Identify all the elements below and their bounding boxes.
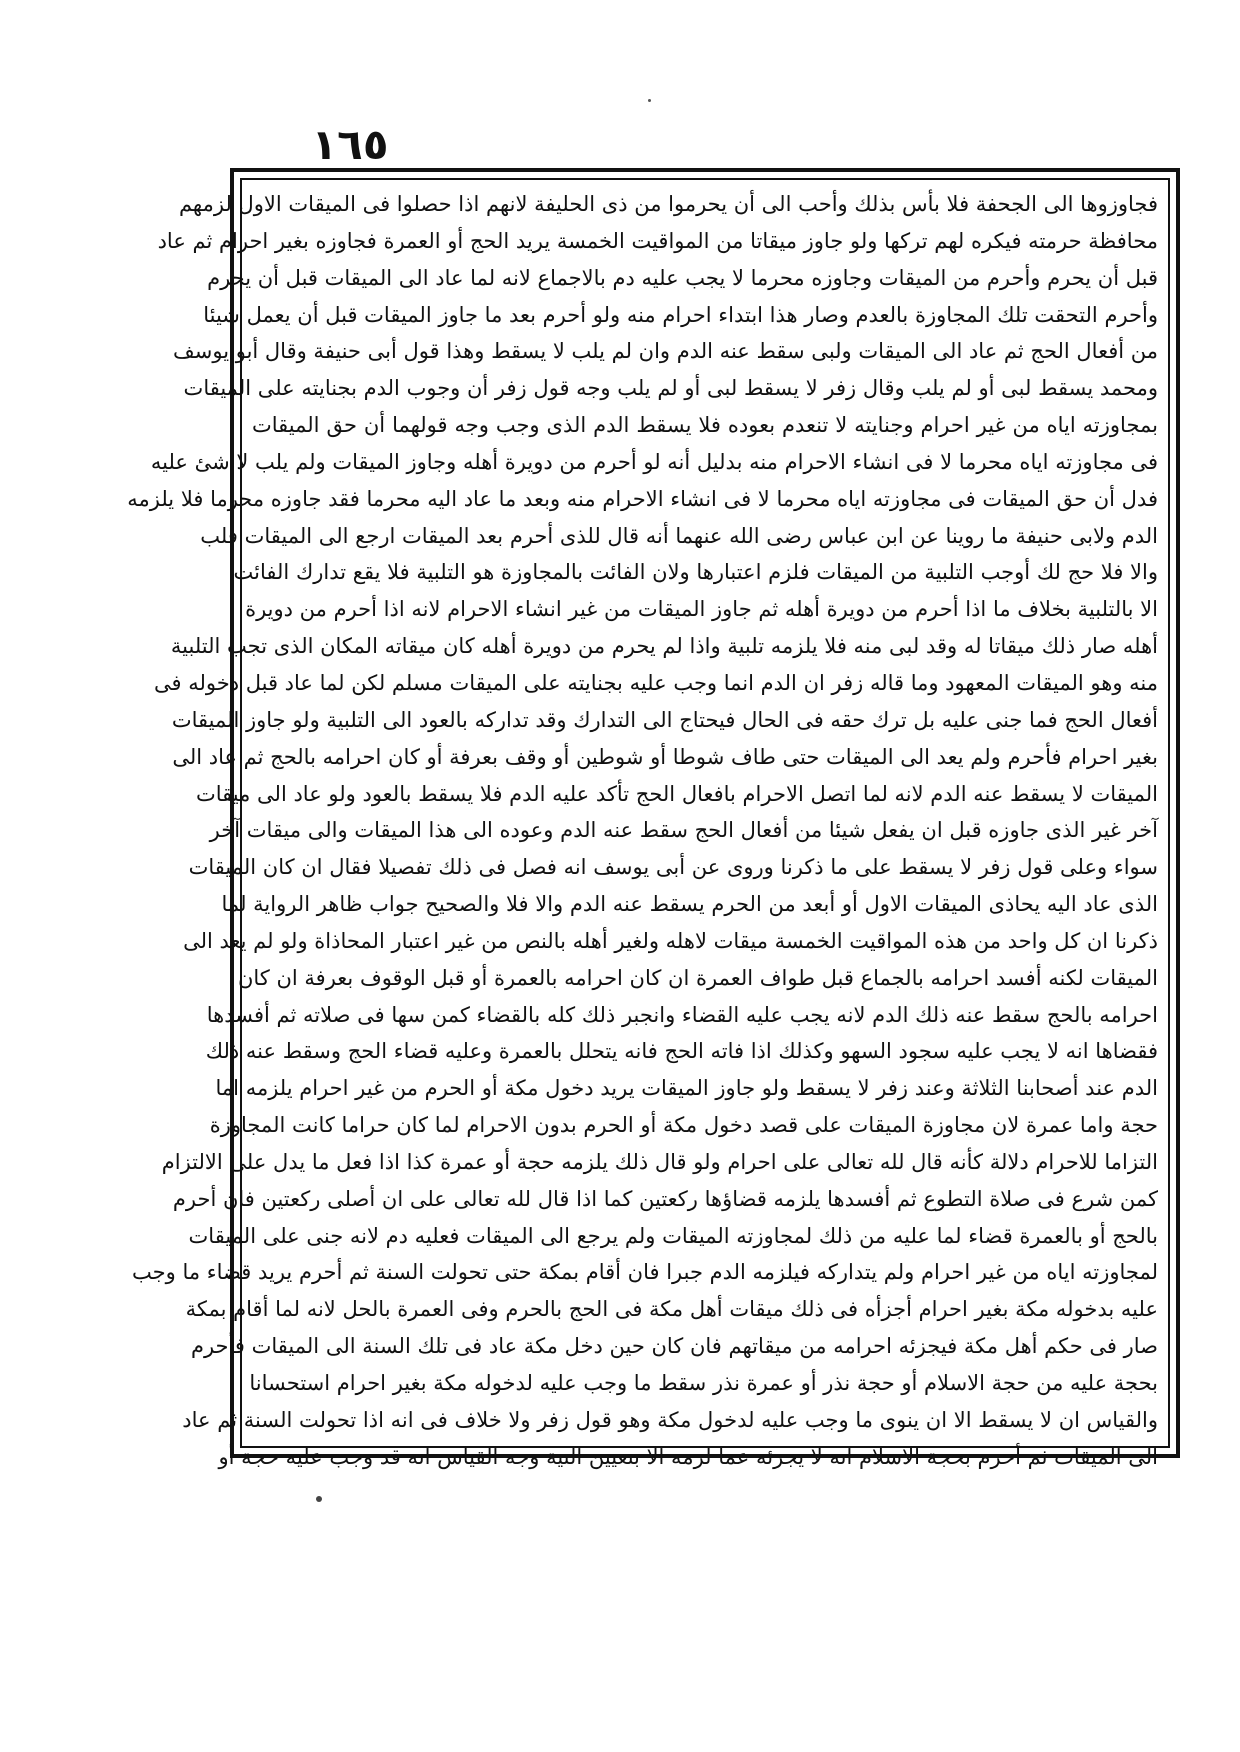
text-line: احرامه بالحج سقط عنه ذلك الدم لانه يجب عليه القضاء وانجبر ذلك كله بالقضاء كمن سها فى صلاته ثم أفسدها <box>206 1002 1158 1027</box>
text-line: لمجاوزته اياه من غير احرام ولم يتداركه فيلزمه الدم جبرا فان أقام بمكة حتى تحولت السنة ثم أحرم يريد قضاء ما وجب <box>132 1260 1158 1285</box>
text-line: وأحرم التحقت تلك المجاوزة بالعدم وصار هذا ابتداء احرام منه ولو أحرم بعد ما جاوز الميقات قبل أن يعمل شيئا <box>203 302 1158 327</box>
text-line: صار فى حكم أهل مكة فيجزئه احرامه من ميقاتهم فان كان حين دخل مكة عاد فى تلك السنة الى الميقات فأحرم <box>190 1334 1158 1359</box>
text-line: ومحمد يسقط لبى أو لم يلب وقال زفر لا يسقط لبى أو لم يلب وجه قول زفر أن وجوب الدم بجنايته على الميقات <box>183 376 1158 401</box>
text-line: حجة واما عمرة لان مجاوزة الميقات على قصد دخول مكة أو الحرم بدون الاحرام لما كان حراما كانت المجاوزة <box>209 1113 1158 1138</box>
text-line: فجاوزوها الى الجحفة فلا بأس بذلك وأحب الى أن يحرموا من ذى الحليفة لانهم اذا حصلوا فى الميقات الاول لزمهم <box>178 192 1158 216</box>
text-line: فقضاها انه لا يجب عليه سجود السهو وكذلك اذا فاته الحج فانه يتحلل بالعمرة وعليه قضاء الحج وسقط عنه ذلك <box>205 1039 1158 1064</box>
text-line: فدل أن حق الميقات فى مجاوزته اياه محرما لا فى انشاء الاحرام منه وبعد ما عاد اليه محرما فقد جاوزه محرما فلا يلزمه <box>127 486 1158 511</box>
text-line: أهله صار ذلك ميقاتا له وقد لبى منه فلا يلزمه تلبية واذا لم يحرم من دويرة أهله كان ميقاته المكان الذى تجب التلبية <box>170 634 1158 659</box>
text-line: الذى عاد اليه يحاذى الميقات الاول أو أبعد من الحرم يسقط عنه الدم والا فلا والصحيح جواب ظاهر الرواية لما <box>221 892 1158 917</box>
text-line: عليه بدخوله مكة بغير احرام أجزأه فى ذلك ميقات أهل مكة فى الحج بالحرم وفى العمرة بالحل لانه لما أقام بمكة <box>185 1297 1158 1322</box>
text-line: والقياس ان لا يسقط الا ان ينوى ما وجب عليه لدخول مكة وهو قول زفر ولا خلاف فى انه اذا تحولت السنة ثم عاد <box>182 1407 1158 1432</box>
ink-dot <box>316 1496 322 1502</box>
page-number: ١٦٥ <box>311 120 389 169</box>
text-line: بالحج أو بالعمرة قضاء لما عليه من ذلك لمجاوزته الميقات ولم يرجع الى الميقات فعليه دم لانه جنى على الميقات <box>188 1223 1158 1248</box>
text-line: ذكرنا ان كل واحد من هذه المواقيت الخمسة ميقات لاهله ولغير أهله بالنص من غير اعتبار المحاذاة ولو لم يعد الى <box>183 928 1158 953</box>
text-line: قبل أن يحرم وأحرم من الميقات وجاوزه محرما لا يجب عليه دم بالاجماع لانه لما عاد الى الميقات قبل أن يحرم <box>207 265 1158 290</box>
text-line: آخر غير الذى جاوزه قبل ان يفعل شيئا من أفعال الحج سقط عنه الدم وعوده الى هذا الميقات والى ميقات آخر <box>209 818 1158 843</box>
text-line: الدم ولابى حنيفة ما روينا عن ابن عباس رضى الله عنهما أنه قال للذى أحرم بعد الميقات ارجع الى الميقات فلب <box>200 523 1158 548</box>
body-text <box>127 186 1158 1469</box>
text-line: من أفعال الحج ثم عاد الى الميقات ولبى سقط عنه الدم وان لم يلب لا يسقط وهذا قول أبى حنيفة وقال أبو يوسف <box>173 339 1158 364</box>
text-line: التزاما للاحرام دلالة كأنه قال لله تعالى على احرام ولو قال ذلك يلزمه حجة أو عمرة كذا اذا فعل ما يدل على الالتزام <box>161 1149 1158 1174</box>
text-line: محافظة حرمته فيكره لهم تركها ولو جاوز ميقاتا من المواقيت الخمسة يريد الحج أو العمرة فجاوزه بغير احرام ثم عاد <box>157 228 1158 253</box>
text-line: الا بالتلبية بخلاف ما اذا أحرم من دويرة أهله ثم جاوز الميقات من غير انشاء الاحرام لانه اذا أحرم من دويرة <box>245 597 1158 622</box>
text-line: فى مجاوزته اياه محرما لا فى انشاء الاحرام منه بدليل أنه لو أحرم من دويرة أهله وجاوز الميقات ولم يلب لا شئ عليه <box>150 449 1158 474</box>
text-line: والا فلا حج لك أوجب التلبية من الميقات فلزم اعتبارها ولان الفائت بالمجاوزة هو التلبية فلا يقع تدارك الفائت <box>233 560 1158 585</box>
text-line: الدم عند أصحابنا الثلاثة وعند زفر لا يسقط ولو جاوز الميقات يريد دخول مكة أو الحرم من غير احرام يلزمه اما <box>215 1076 1158 1101</box>
ink-dot <box>648 99 651 102</box>
text-line: سواء وعلى قول زفر لا يسقط على ما ذكرنا وروى عن أبى يوسف انه فصل فى ذلك تفصيلا فقال ان كان الميقات <box>188 855 1158 880</box>
text-line: الى الميقات ثم أحرم بحجة الاسلام انه لا يجزئه عما لزمه الا بتعيين النية وجه القياس انه قد وجب عليه حجة أو <box>218 1444 1158 1469</box>
text-line: الميقات لا يسقط عنه الدم لانه لما اتصل الاحرام بافعال الحج تأكد عليه الدم فلا يسقط بالعود ولو عاد الى ميقات <box>195 781 1158 806</box>
text-line: بحجة عليه من حجة الاسلام أو حجة نذر أو عمرة نذر سقط ما وجب عليه لدخوله مكة بغير احرام استحسانا <box>249 1371 1158 1395</box>
text-line: بمجاوزته اياه من غير احرام وجنايته لا تنعدم بعوده فلا يسقط الدم الذى وجب وجه قولهما أن حق الميقات <box>252 413 1158 438</box>
text-line: بغير احرام فأحرم ولم يعد الى الميقات حتى طاف شوطا أو شوطين أو وقف بعرفة أو كان احرامه بالحج ثم عاد الى <box>172 744 1158 769</box>
text-line: أفعال الحج فما جنى عليه بل ترك حقه فى الحال فيحتاج الى التدارك وقد تداركه بالعود الى التلبية ولو جاوز الميقات <box>171 707 1158 732</box>
text-line: منه وهو الميقات المعهود وما قاله زفر ان الدم انما وجب عليه بجنايته على الميقات مسلم لكن لما عاد قبل دخوله فى <box>153 670 1158 695</box>
text-line: كمن شرع فى صلاة التطوع ثم أفسدها يلزمه قضاؤها ركعتين كما اذا قال لله تعالى على ان أصلى ركعتين فان أحرم <box>172 1186 1158 1211</box>
text-line: الميقات لكنه أفسد احرامه بالجماع قبل طواف العمرة ان كان احرامه بالعمرة أو قبل الوقوف بعرفة ان كان <box>237 965 1158 990</box>
